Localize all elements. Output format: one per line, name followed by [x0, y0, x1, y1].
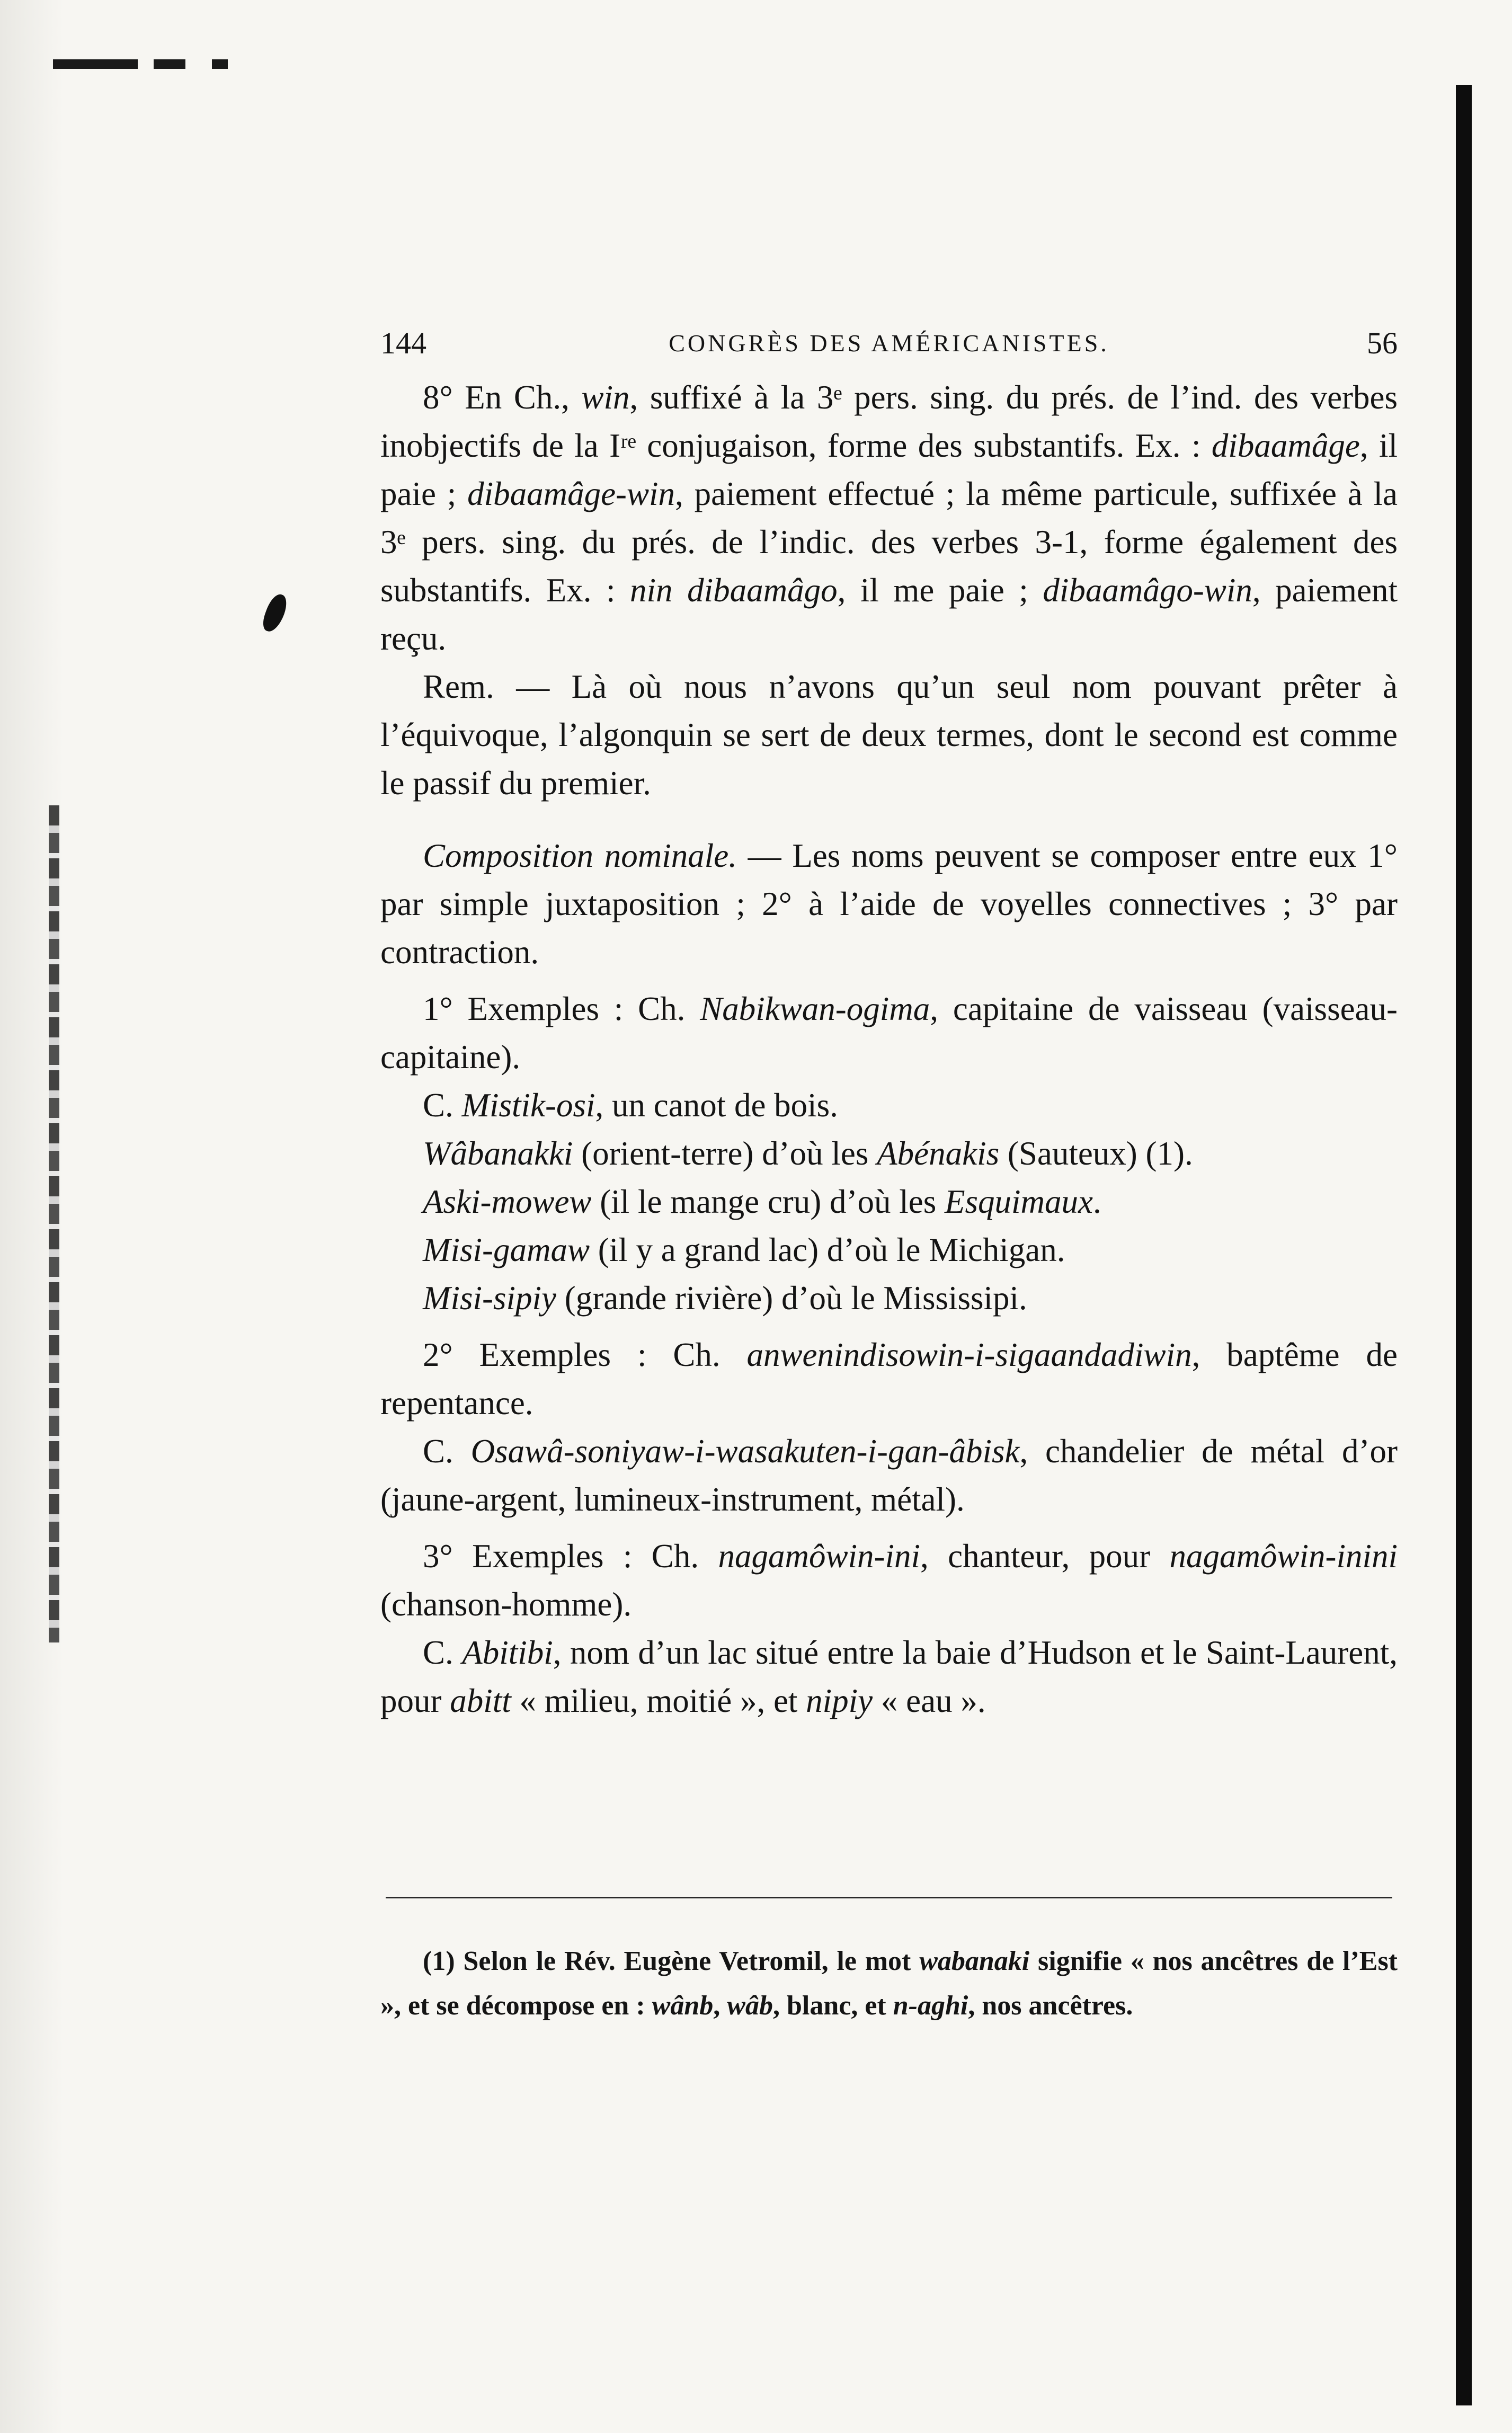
term: n-aghi [893, 1991, 968, 2021]
paragraph-gap [380, 807, 1398, 832]
text: 1° Exemples : Ch. [423, 990, 700, 1027]
footnote-1 [380, 1939, 1398, 2028]
term: dibaamâgo-win [1043, 572, 1252, 609]
term: nagamôwin-ini [718, 1538, 920, 1575]
example-3-c [380, 1629, 1398, 1725]
text: , paiement effectué ; la même particule, suffixée à la 3ᵉ pers. sing. du prés. de l’indic. des verbes 3-1, forme également des substantifs. Ex. : [380, 475, 1398, 609]
term: Wâbanakki [423, 1135, 573, 1172]
term: Abénakis [877, 1135, 1000, 1172]
scan-artifact-left [49, 805, 59, 1642]
term: Mistik-osi [461, 1087, 595, 1124]
term: dibaamâge [1211, 427, 1360, 464]
text: « eau ». [873, 1682, 986, 1719]
text: , chandelier de métal d’or (jaune-argent, lumineux-instrument, métal). [380, 1433, 1398, 1518]
scan-artifact-top [53, 59, 254, 69]
paragraph-gap [380, 976, 1398, 985]
example-1-aski [380, 1178, 1398, 1226]
body-text [380, 374, 1398, 1725]
term: nin dibaamâgo [630, 572, 838, 609]
example-3 [380, 1532, 1398, 1629]
text: (Sauteux) (1). [999, 1135, 1193, 1172]
paragraph-gap [380, 1524, 1398, 1532]
term: Aski-mowew [423, 1183, 592, 1220]
text: , paiement reçu. [380, 572, 1398, 657]
text: — Les noms peuvent se composer entre eux 1° par simple juxtaposition ; 2° à l’aide de voyelles connectives ; 3° par contraction. [380, 837, 1398, 971]
text: , un canot de bois. [595, 1087, 838, 1124]
text: 3° Exemples : Ch. [423, 1538, 718, 1575]
paragraph-rem: Rem. — Là où nous n’avons qu’un seul nom pouvant prêter à l’équivoque, l’algonquin se sert de deux termes, dont le second est comme le passif du premier. [380, 668, 1398, 802]
text: , il paie ; [380, 427, 1398, 512]
text: C. [423, 1433, 471, 1470]
text: (1) Selon le Rév. Eugène Vetromil, le mot [423, 1946, 920, 1976]
text: , nom d’un lac situé entre la baie d’Hudson et le Saint-Laurent, pour [380, 1634, 1398, 1719]
term: abitt [450, 1682, 511, 1719]
paragraph-composition [380, 832, 1398, 976]
example-1-c [380, 1081, 1398, 1130]
ink-blot [260, 591, 290, 634]
term: anwenindisowin-i-sigaandadiwin [746, 1336, 1192, 1373]
paragraph-8 [380, 374, 1398, 663]
footnote [380, 1939, 1398, 2028]
term: nagamôwin-inini [1169, 1538, 1398, 1575]
text: C. [423, 1634, 463, 1671]
text: 8° En Ch., [423, 379, 582, 416]
text: , blanc, et [772, 1991, 893, 2021]
term: wânb [652, 1991, 714, 2021]
signature-mark: 56 [1367, 326, 1398, 360]
section-title: Composition nominale. [423, 837, 737, 874]
term: win [581, 379, 630, 416]
term: Esquimaux [944, 1183, 1093, 1220]
term: Osawâ-soniyaw-i-wasakuten-i-gan-âbisk [470, 1433, 1020, 1470]
text: (orient-terre) d’où les [573, 1135, 877, 1172]
text: signifie « nos ancêtres de l’Est », et se décompose en : [380, 1946, 1398, 2021]
page-number: 144 [380, 326, 426, 360]
example-2-c [380, 1427, 1398, 1524]
term: Misi-gamaw [423, 1231, 590, 1268]
example-1 [380, 985, 1398, 1081]
example-1-wabanakki [380, 1130, 1398, 1178]
text: , [713, 1991, 727, 2021]
term: Misi-sipiy [423, 1280, 556, 1317]
footnote-rule [386, 1897, 1392, 1898]
term: wabanaki [919, 1946, 1030, 1976]
text: C. [423, 1087, 462, 1124]
term: wâb [727, 1991, 773, 2021]
text: . [1092, 1183, 1101, 1220]
text: , capitaine de vaisseau (vaisseau-capitaine). [380, 990, 1398, 1076]
term: dibaamâge-win [467, 475, 675, 512]
example-1-misi-gamaw [380, 1226, 1398, 1274]
text: (chanson-homme). [380, 1586, 632, 1623]
text: , nos ancêtres. [968, 1991, 1133, 2021]
running-head [380, 322, 1398, 365]
text: , chanteur, pour [920, 1538, 1170, 1575]
text: 2° Exemples : Ch. [423, 1336, 747, 1373]
scan-artifact-right-edge [1456, 85, 1472, 2405]
text: , suffixé à la 3ᵉ pers. sing. du prés. de l’ind. des verbes inobjectifs de la Iʳᵉ conjugaison, forme des substantifs. Ex. : [380, 379, 1398, 464]
term: nipiy [806, 1682, 873, 1719]
text: (grande rivière) d’où le Mississipi. [556, 1280, 1027, 1317]
text: (il le mange cru) d’où les [591, 1183, 945, 1220]
text: « milieu, moitié », et [511, 1682, 806, 1719]
example-1-misi-sipiy [380, 1274, 1398, 1322]
text: (il y a grand lac) d’où le Michigan. [590, 1231, 1065, 1268]
text: , il me paie ; [837, 572, 1043, 609]
text: , baptême de repentance. [380, 1336, 1398, 1422]
term: Abitibi [462, 1634, 553, 1671]
term: Nabikwan-ogima [700, 990, 930, 1027]
paragraph-gap [380, 1322, 1398, 1331]
book-page [380, 0, 1398, 2433]
example-2 [380, 1331, 1398, 1427]
running-title: CONGRÈS DES AMÉRICANISTES. [669, 330, 1109, 357]
